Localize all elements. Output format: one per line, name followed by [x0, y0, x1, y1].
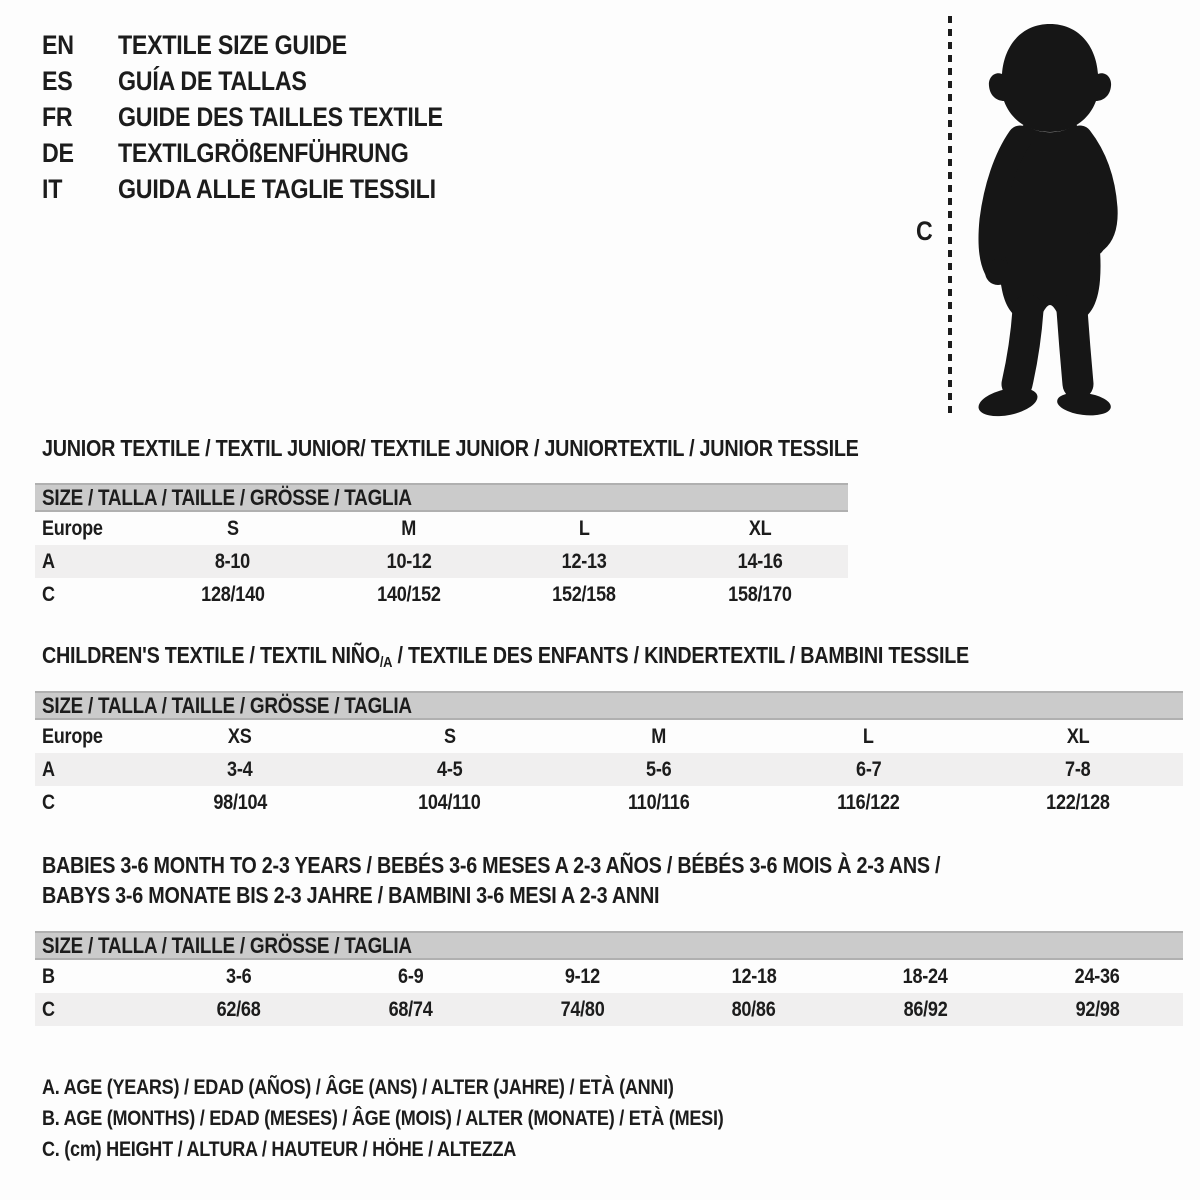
measurement-legend [42, 1072, 834, 1165]
language-row [42, 99, 496, 135]
table-cell: 74/80 [560, 997, 605, 1021]
language-code: FR [42, 101, 73, 132]
row-label: B [42, 964, 55, 988]
legend-line-a: A. AGE (YEARS) / EDAD (AÑOS) / ÂGE (ANS) / ALTER (JAHRE) / ETÀ (ANNI) [42, 1075, 674, 1099]
table-cell: 12-18 [731, 964, 777, 988]
baby-silhouette-icon [962, 18, 1138, 420]
guide-title: TEXTILGRÖßENFÜHRUNG [118, 137, 409, 168]
table-cell: 158/170 [728, 582, 792, 606]
legend-line-b: B. AGE (MONTHS) / EDAD (MESES) / ÂGE (MOIS) / ALTER (MONATE) / ETÀ (MESI) [42, 1106, 724, 1130]
table-cell: 14-16 [737, 549, 783, 573]
guide-title: TEXTILE SIZE GUIDE [118, 29, 347, 60]
junior-section-title: JUNIOR TEXTILE / TEXTIL JUNIOR/ TEXTILE JUNIOR / JUNIORTEXTIL / JUNIOR TESSILE [42, 435, 859, 461]
babies-size-table [35, 931, 1183, 1026]
row-label: A [42, 757, 55, 781]
guide-title: GUÍA DE TALLAS [118, 65, 307, 96]
table-cell: 5-6 [646, 757, 672, 781]
table-cell: 24-36 [1074, 964, 1120, 988]
table-row-height [35, 578, 848, 611]
babies-section-title: BABIES 3-6 MONTH TO 2-3 YEARS / BEBÉS 3-6 MESES A 2-3 AÑOS / BÉBÉS 3-6 MOIS À 2-3 ANS / BABYS 3-6 MONATE BIS 2-3 JAHRE / BAMBINI 3-6 MESI A 2-3 ANNI [42, 852, 941, 908]
table-cell: 8-10 [215, 549, 251, 573]
table-cell: S [443, 724, 456, 748]
table-cell: XL [748, 516, 772, 540]
language-code: EN [42, 29, 74, 60]
row-label: A [42, 549, 55, 573]
language-row [42, 135, 496, 171]
guide-title: GUIDE DES TAILLES TEXTILE [118, 101, 443, 132]
table-row-europe [35, 512, 848, 545]
table-row-age [35, 545, 848, 578]
table-cell: 9-12 [564, 964, 600, 988]
table-cell: XS [227, 724, 252, 748]
table-cell: 80/86 [731, 997, 776, 1021]
junior-size-table [35, 483, 848, 611]
table-cell: 3-4 [227, 757, 253, 781]
table-cell: M [651, 724, 667, 748]
row-label: Europe [42, 516, 103, 540]
table-cell: 98/104 [212, 790, 267, 814]
table-row-europe [35, 720, 1183, 753]
guide-title: GUIDA ALLE TAGLIE TESSILI [118, 173, 436, 204]
table-cell: M [401, 516, 417, 540]
language-code: IT [42, 173, 63, 204]
table-cell: 3-6 [226, 964, 252, 988]
size-header-row: SIZE / TALLA / TAILLE / GRÖSSE / TAGLIA [35, 483, 848, 512]
table-cell: 110/116 [628, 790, 690, 814]
language-title-list [42, 27, 496, 207]
table-cell: 104/110 [418, 790, 481, 814]
table-cell: 116/122 [837, 790, 900, 814]
language-code: DE [42, 137, 74, 168]
table-cell: S [226, 516, 239, 540]
table-cell: 62/68 [216, 997, 261, 1021]
table-cell: 140/152 [376, 582, 441, 606]
table-cell: 7-8 [1065, 757, 1091, 781]
language-row [42, 171, 496, 207]
table-row-height [35, 993, 1183, 1026]
table-cell: 4-5 [436, 757, 463, 781]
row-label: C [42, 582, 55, 606]
language-code: ES [42, 65, 73, 96]
row-label: Europe [42, 724, 103, 748]
height-measure-label: C [916, 216, 933, 246]
language-row [42, 63, 496, 99]
table-cell: 68/74 [388, 997, 433, 1021]
nino-a-subscript: /A [379, 654, 393, 671]
table-cell: 122/128 [1046, 790, 1110, 814]
table-row-height [35, 786, 1183, 819]
table-cell: 152/158 [552, 582, 617, 606]
children-section-title: CHILDREN'S TEXTILE / TEXTIL NIÑO/A / TEXTILE DES ENFANTS / KINDERTEXTIL / BAMBINI TESSILE [42, 642, 969, 671]
table-cell: 6-7 [855, 757, 882, 781]
row-label: C [42, 997, 55, 1021]
table-cell: 92/98 [1075, 997, 1120, 1021]
table-cell: XL [1066, 724, 1090, 748]
size-header-row: SIZE / TALLA / TAILLE / GRÖSSE / TAGLIA [35, 691, 1183, 720]
table-row-age [35, 753, 1183, 786]
table-cell: 86/92 [903, 997, 948, 1021]
row-label: C [42, 790, 55, 814]
table-cell: L [863, 724, 874, 748]
table-cell: 12-13 [561, 549, 607, 573]
table-cell: 10-12 [386, 549, 432, 573]
table-cell: 18-24 [903, 964, 948, 988]
size-header-row: SIZE / TALLA / TAILLE / GRÖSSE / TAGLIA [35, 931, 1183, 960]
table-row-age-months [35, 960, 1183, 993]
table-cell: L [578, 516, 590, 540]
language-row [42, 27, 496, 63]
legend-line-c: C. (cm) HEIGHT / ALTURA / HAUTEUR / HÖHE / ALTEZZA [42, 1137, 517, 1161]
children-size-table [35, 691, 1183, 819]
table-cell: 128/140 [201, 582, 265, 606]
table-cell: 6-9 [397, 964, 424, 988]
height-measure-line [948, 16, 952, 418]
